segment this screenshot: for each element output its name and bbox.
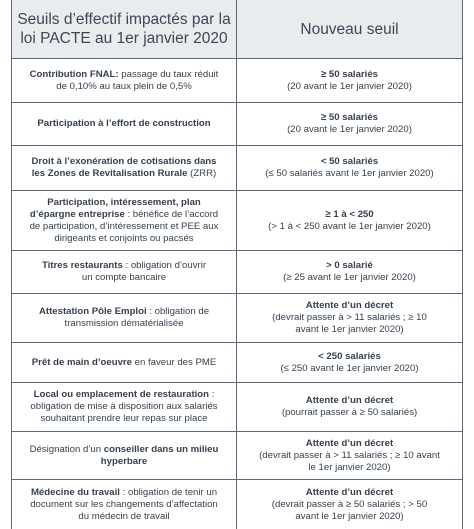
row-value-main: > 0 salarié — [326, 260, 373, 271]
row-value-note: (20 avant le 1er janvier 2020) — [287, 80, 412, 92]
row-label-text: : obligation de — [146, 306, 210, 317]
row-label — [12, 480, 237, 529]
row-value-note: avant le 1er janvier 2020) — [295, 510, 404, 522]
thresholds-table — [11, 0, 463, 529]
row-label-bold-text: Contribution FNAL: — [29, 68, 119, 80]
row-value — [237, 480, 462, 529]
row-label-bold-text: Local ou emplacement de restauration — [33, 389, 210, 400]
row-value-note: (devrait passer à ≥ 50 salariés ; > 50 — [271, 498, 428, 510]
row-label-line — [82, 272, 166, 284]
header-new-threshold: Nouveau seuil — [300, 20, 399, 38]
row-label-bold-text: Participation à l’effort de construction — [37, 118, 211, 129]
row-label-bold-text: les Zones de Revitalisation Rurale — [31, 168, 188, 179]
row-value-note: (pourrait passer à ≥ 50 salariés) — [281, 407, 418, 418]
row-value-main: ≥ 1 à < 250 — [325, 208, 374, 220]
row-label — [12, 343, 237, 382]
row-label-text: (ZRR) — [187, 168, 217, 179]
table-row — [12, 146, 462, 191]
row-label-bold-text: Droit à l’exonération de cotisations dans — [31, 156, 217, 167]
row-value — [237, 432, 462, 479]
row-label-text: : — [209, 389, 215, 400]
header-thresholds-line2: loi PACTE au 1er janvier 2020 — [20, 30, 228, 47]
row-label-bold-text: Prêt de main d’oeuvre — [31, 356, 132, 368]
row-label-line — [32, 156, 217, 168]
row-label-line — [42, 260, 206, 272]
row-label-text: souhaitant prendre leur repas sur place — [40, 413, 208, 424]
row-label-text: : obligation d’ouvrir — [122, 260, 207, 271]
row-value-note: le 1er janvier 2020) — [308, 461, 391, 473]
table-row — [12, 191, 462, 251]
row-label-text: dirigeants et conjoints ou pacsés — [54, 232, 194, 244]
table-row — [12, 383, 462, 432]
row-label-line — [78, 511, 169, 523]
row-label-text: : bénéfice de l’accord — [124, 208, 219, 220]
table-header — [12, 0, 462, 59]
row-label-line — [56, 81, 191, 93]
row-label-text: passage du taux réduit — [118, 68, 219, 80]
table-row — [12, 294, 462, 343]
row-label-bold-text: Titres restaurants — [41, 260, 123, 271]
row-value — [237, 191, 462, 250]
row-value-main: Attente d’un décret — [305, 300, 394, 311]
row-label-line — [34, 389, 215, 401]
row-label — [12, 251, 237, 293]
row-label-bold-text: Attestation Pôle Emploi — [38, 306, 147, 317]
row-label-line — [30, 221, 219, 233]
table-row — [12, 103, 462, 146]
row-label-line — [32, 357, 217, 369]
row-value-note: (≤ 250 avant le 1er janvier 2020) — [280, 362, 419, 374]
row-value-main: Attente d’un décret — [305, 486, 394, 498]
row-label-bold-text: conseiller dans un milieu — [103, 443, 219, 455]
row-value — [237, 294, 462, 342]
row-label-bold-text: hyperbare — [100, 455, 148, 467]
row-value — [237, 251, 462, 293]
table-row — [12, 251, 462, 294]
row-label-line — [30, 444, 219, 456]
row-label — [12, 146, 237, 190]
row-value-main: Attente d’un décret — [305, 437, 394, 449]
row-value-note: (≥ 25 avant le 1er janvier 2020) — [283, 272, 416, 283]
row-label-bold-text: d’épargne entreprise — [29, 208, 125, 220]
row-label — [12, 191, 237, 250]
row-value-note: (20 avant le 1er janvier 2020) — [287, 124, 412, 135]
table-row — [12, 432, 462, 480]
row-label-text: transmission dématérialisée — [64, 318, 184, 329]
row-value — [237, 343, 462, 382]
row-label-line — [30, 499, 218, 511]
row-label — [12, 432, 237, 479]
row-value — [237, 146, 462, 190]
row-value-note: (≤ 50 salariés avant le 1er janvier 2020) — [265, 168, 434, 179]
row-label-line — [31, 487, 217, 499]
row-value — [237, 383, 462, 431]
row-value-main: Attente d’un décret — [305, 395, 394, 406]
row-value-main: < 250 salariés — [318, 350, 381, 362]
row-label — [12, 103, 237, 145]
row-label-text: obligation de mise à disposition aux salariés — [30, 401, 218, 412]
row-label-bold-text: Participation, intéressement, plan — [47, 196, 201, 208]
row-value-main: ≥ 50 salariés — [320, 68, 378, 80]
row-label-bold-text: Médecine du travail — [30, 486, 120, 498]
row-label-text: de 0,10% au taux plein de 0,5% — [56, 80, 192, 92]
row-label-text: : obligation de tenir un — [119, 486, 218, 498]
row-label-line — [39, 306, 209, 318]
row-label — [12, 59, 237, 102]
row-label-line — [30, 69, 219, 81]
row-label — [12, 383, 237, 431]
row-label-line — [30, 209, 218, 221]
row-label-line — [37, 118, 210, 130]
row-value — [237, 59, 462, 102]
row-label-text: un compte bancaire — [81, 272, 167, 283]
row-label-line — [65, 318, 184, 330]
row-value-note: (devrait passer à > 11 salariés ; ≥ 10 avant — [259, 449, 440, 461]
row-value-note: (devrait passer à > 11 salariés ; ≥ 10 — [272, 312, 427, 323]
row-value-main: ≥ 50 salariés — [320, 112, 378, 123]
row-value — [237, 103, 462, 145]
row-label-text: Désignation d’un — [29, 443, 104, 455]
row-label-text: en faveur des PME — [131, 356, 217, 368]
header-thresholds-line1: Seuils d’effectif impactés par la — [17, 11, 231, 28]
row-label-line — [101, 456, 147, 468]
header-thresholds — [12, 0, 237, 58]
row-label-line — [30, 401, 217, 413]
table-row — [12, 343, 462, 383]
table-row — [12, 480, 462, 529]
row-label-line — [41, 413, 208, 425]
row-label-line — [54, 233, 193, 245]
row-label-text: document sur les changements d’affectation — [30, 498, 218, 510]
row-label-line — [32, 168, 216, 180]
table-row — [12, 59, 462, 103]
row-label-text: du médecin de travail — [78, 510, 170, 522]
row-label-text: de participation, d’intéressement et PEE aux — [29, 220, 219, 232]
row-value-main: < 50 salariés — [320, 156, 379, 167]
row-label-line — [47, 197, 201, 209]
row-label — [12, 294, 237, 342]
row-value-note: avant le 1er janvier 2020) — [295, 324, 404, 335]
row-value-note: (> 1 à < 250 avant le 1er janvier 2020) — [268, 220, 431, 232]
